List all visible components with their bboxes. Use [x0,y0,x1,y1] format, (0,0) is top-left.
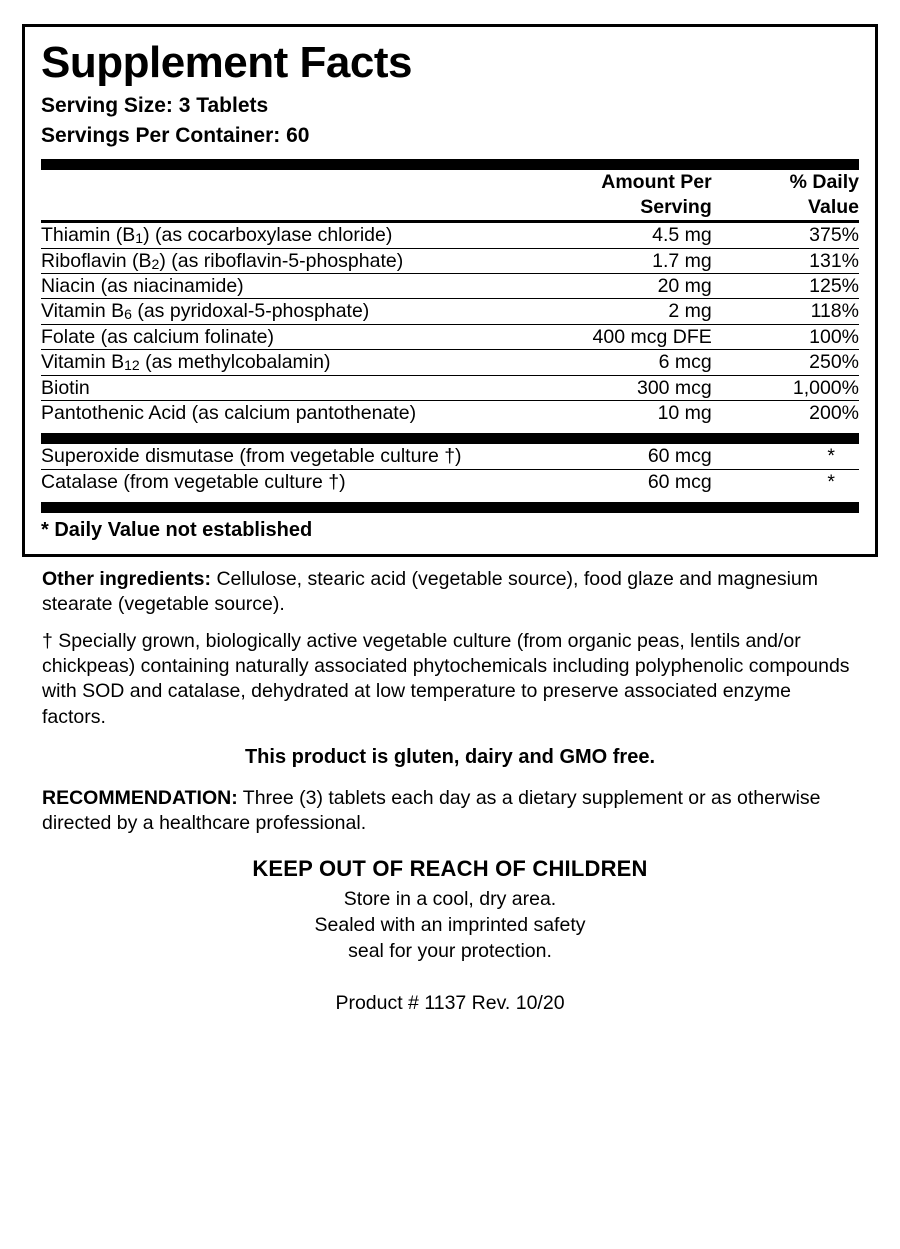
recommendation-label: RECOMMENDATION: [42,787,238,810]
nutrient-daily-value: 118% [712,299,859,324]
divider-thick-middle [41,433,859,444]
recommendation-text: Three (3) tablets each day as a dietary supplement or as otherwise directed by a healthcare professional. [42,787,821,835]
divider-thick-top [41,159,859,170]
servings-per-container: Servings Per Container: 60 [41,123,310,147]
nutrient-name: Niacin (as niacinamide) [41,274,499,299]
table-row [41,400,859,425]
nutrient-name: Catalase (from vegetable culture †) [41,469,499,494]
nutrient-daily-value: 200% [712,400,859,425]
table-row [41,375,859,400]
nutrient-name: Biotin [41,375,499,400]
nutrient-amount: 4.5 mg [652,224,712,247]
header-amount-per-serving [499,170,712,221]
product-number: Product # 1137 Rev. 10/20 [335,991,565,1014]
free-from-statement: This product is gluten, dairy and GMO free. [244,746,656,769]
header-amount-line2: Serving [640,195,712,218]
nutrient-daily-value: 375% [809,224,859,247]
nutrition-table [41,170,859,221]
nutrient-daily-value: 250% [712,350,859,375]
nutrient-name: Vitamin $B_{12}$ (as methylcobalamin) [41,350,499,375]
header-dv-line2: Value [808,195,859,218]
warning-line-3: seal for your protection. [348,939,552,962]
lower-text-block [22,557,878,1016]
recommendation [42,786,858,837]
table-header-row [41,170,859,221]
nutrient-amount: 6 mcg [499,350,712,375]
daily-value-note: * Daily Value not established [41,519,313,542]
dagger-note: † Specially grown, biologically active vegetable culture (from organic peas, lentils and/or chickpeas) containing naturally associated phytochemicals including polyphenolic compounds with SOD and catalase, dehydrated at low temperature to preserve associated enzyme factors. [42,629,850,728]
nutrient-amount: 20 mg [499,274,712,299]
table-row [41,274,859,299]
serving-size: Serving Size: 3 Tablets [41,94,269,117]
nutrient-amount: 60 mcg [647,445,712,468]
header-daily-value [712,170,859,221]
table-row [41,444,859,469]
header-amount-line1: Amount Per [601,170,712,193]
other-ingredients-text: Cellulose, stearic acid (vegetable source), food glaze and magnesium stearate (vegetable source). [42,568,819,616]
table-row [41,248,859,273]
warning-line-1: Store in a cool, dry area. [343,888,557,911]
nutrient-name: Thiamin $(B_1)$ (as cocarboxylase chloride) [41,224,393,247]
warning-line-2: Sealed with an imprinted safety [314,914,586,937]
nutrient-name: Folate (as calcium folinate) [41,324,499,349]
page-title: Supplement Facts [41,38,412,87]
table-row [41,299,859,324]
nutrient-amount: 2 mg [499,299,712,324]
table-row [41,350,859,375]
warning-heading: KEEP OUT OF REACH OF CHILDREN [252,855,648,881]
nutrient-name: Superoxide dismutase (from vegetable culture †) [41,445,462,468]
nutrient-daily-value: 131% [712,248,859,273]
other-ingredients [42,567,858,618]
other-ingredients-label: Other ingredients: [42,568,212,591]
table-row [41,469,859,494]
nutrient-name: Vitamin $B_6$ (as pyridoxal-5-phosphate) [41,299,499,324]
nutrient-daily-value: 125% [712,274,859,299]
nutrient-amount: 300 mcg [499,375,712,400]
nutrient-name: Pantothenic Acid (as calcium pantothenate) [41,400,499,425]
nutrient-daily-value: * [712,469,859,494]
header-spacer [41,170,499,221]
table-row [41,324,859,349]
nutrient-amount: 400 mcg DFE [499,324,712,349]
nutrient-daily-value: 100% [712,324,859,349]
nutrient-rows-primary [41,223,859,425]
nutrient-rows-secondary [41,444,859,494]
nutrient-amount: 60 mcg [499,469,712,494]
supplement-facts-panel [22,24,878,557]
nutrient-name: Riboflavin $(B_2)$ (as riboflavin-5-phosphate) [41,248,499,273]
nutrient-amount: 1.7 mg [499,248,712,273]
nutrient-amount: 10 mg [499,400,712,425]
nutrient-daily-value: 1,000% [712,375,859,400]
table-row [41,223,859,248]
header-dv-line1: % Daily [789,170,859,193]
divider-thick-bottom [41,502,859,513]
nutrient-daily-value: * [827,445,835,468]
